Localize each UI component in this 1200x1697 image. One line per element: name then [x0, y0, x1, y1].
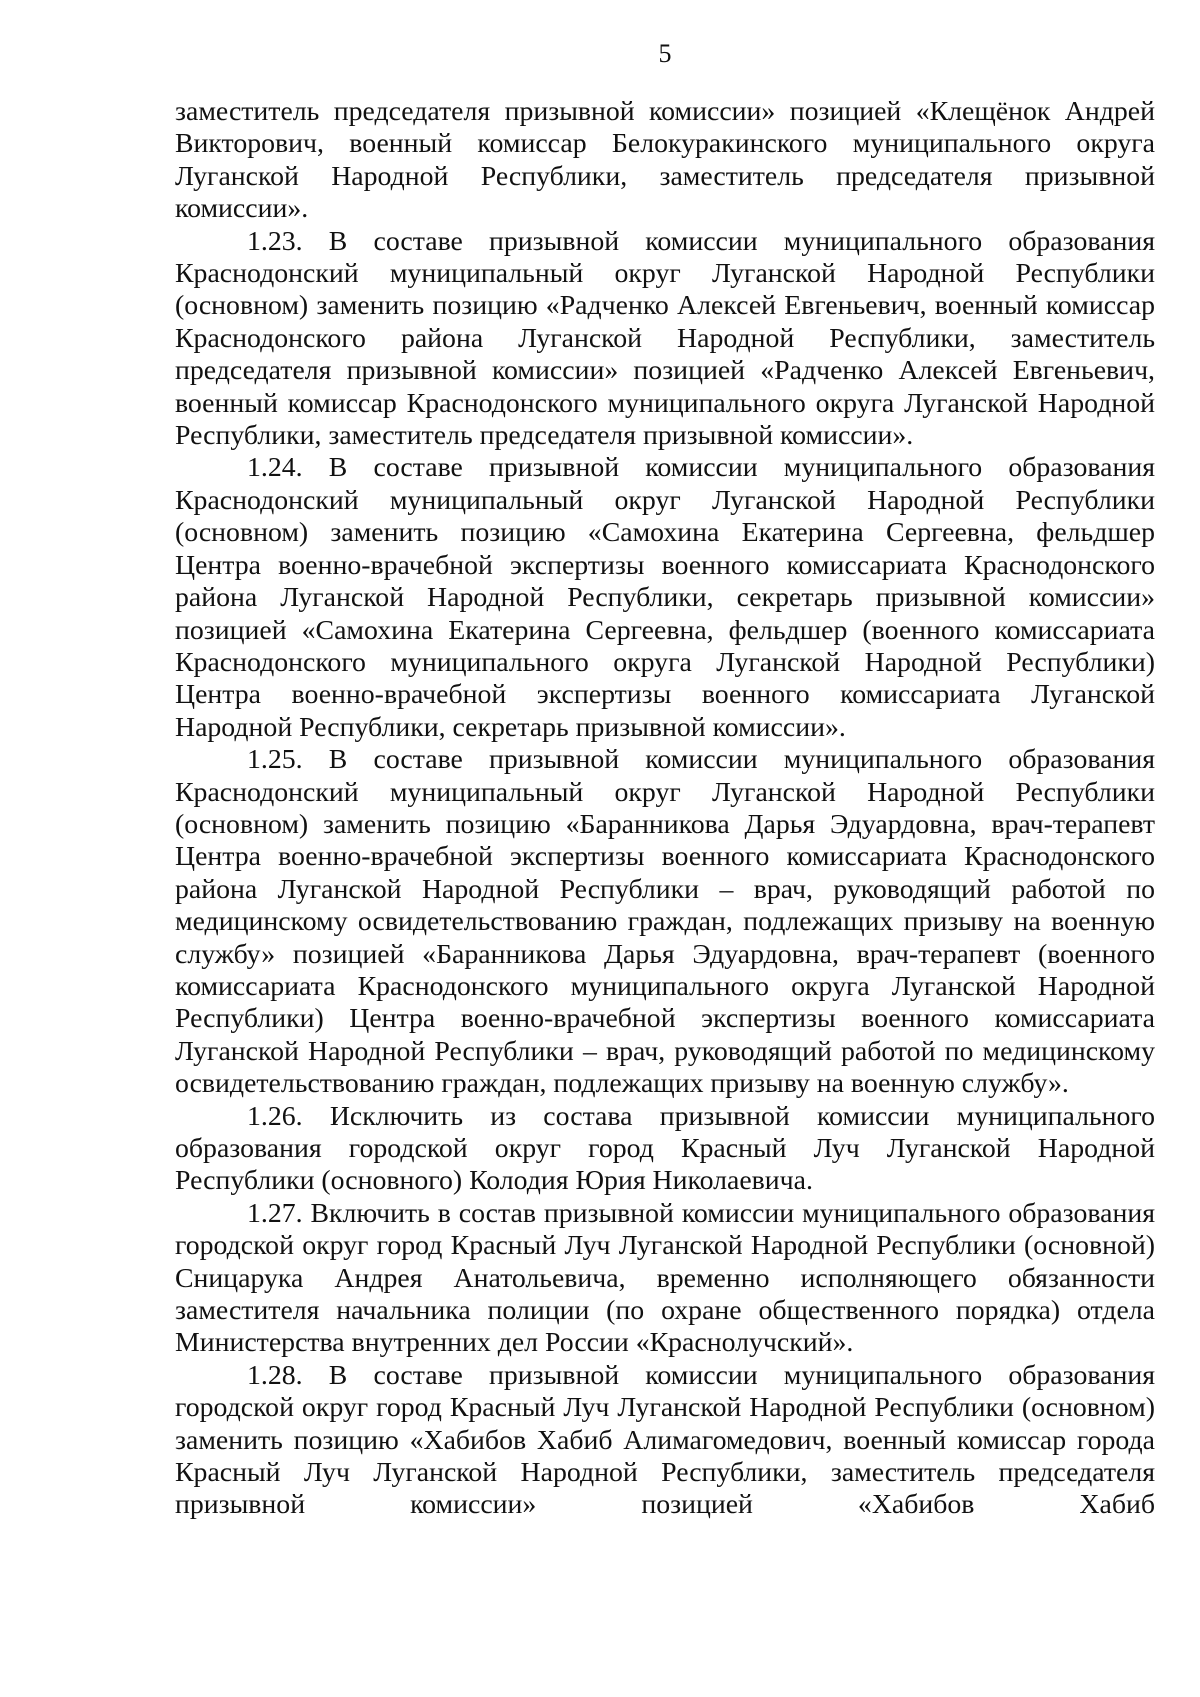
paragraph-1-28: 1.28. В составе призывной комиссии муниципального образования городской округ город Красный Луч Луганской Народной Республики (основном) заменить позицию «Хабибов Хабиб Алимагомедович, военный комиссар города Красный Луч Луганской Народной Республики, заместитель председателя призывной комиссии» позицией «Хабибов Хабиб	[175, 1359, 1155, 1521]
paragraph-continuation: заместитель председателя призывной комиссии» позицией «Клещёнок Андрей Викторович, военный комиссар Белокуракинского муниципального округа Луганской Народной Республики, заместитель председателя призывной комиссии».	[175, 96, 1155, 225]
page-number: 5	[658, 39, 672, 68]
paragraph-1-27: 1.27. Включить в состав призывной комиссии муниципального образования городской округ город Красный Луч Луганской Народной Республики (основной) Сницарука Андрея Анатольевича, временно исполняющего обязанности заместителя начальника полиции (по охране общественного порядка) отдела Министерства внутренних дел России «Краснолучский».	[175, 1197, 1155, 1359]
paragraph-1-26: 1.26. Исключить из состава призывной комиссии муниципального образования городской округ город Красный Луч Луганской Народной Республики (основного) Колодия Юрия Николаевича.	[175, 1100, 1155, 1197]
paragraph-1-24: 1.24. В составе призывной комиссии муниципального образования Краснодонский муниципальный округ Луганской Народной Республики (основном) заменить позицию «Самохина Екатерина Сергеевна, фельдшер Центра военно-врачебной экспертизы военного комиссариата Краснодонского района Луганской Народной Республики, секретарь призывной комиссии» позицией «Самохина Екатерина Сергеевна, фельдшер (военного комиссариата Краснодонского муниципального округа Луганской Народной Республики) Центра военно-врачебной экспертизы военного комиссариата Луганской Народной Республики, секретарь призывной комиссии».	[175, 452, 1155, 743]
paragraph-1-23: 1.23. В составе призывной комиссии муниципального образования Краснодонский муниципальный округ Луганской Народной Республики (основном) заменить позицию «Радченко Алексей Евгеньевич, военный комиссар Краснодонского района Луганской Народной Республики, заместитель председателя призывной комиссии» позицией «Радченко Алексей Евгеньевич, военный комиссар Краснодонского муниципального округа Луганской Народной Республики, заместитель председателя призывной комиссии».	[175, 225, 1155, 452]
document-page	[175, 38, 1155, 1522]
paragraph-1-25: 1.25. В составе призывной комиссии муниципального образования Краснодонский муниципальный округ Луганской Народной Республики (основном) заменить позицию «Баранникова Дарья Эдуардовна, врач-терапевт Центра военно-врачебной экспертизы военного комиссариата Краснодонского района Луганской Народной Республики – врач, руководящий работой по медицинскому освидетельствованию граждан, подлежащих призыву на военную службу» позицией «Баранникова Дарья Эдуардовна, врач-терапевт (военного комиссариата Краснодонского муниципального округа Луганской Народной Республики) Центра военно-врачебной экспертизы военного комиссариата Луганской Народной Республики – врач, руководящий работой по медицинскому освидетельствованию граждан, подлежащих призыву на военную службу».	[175, 744, 1155, 1100]
